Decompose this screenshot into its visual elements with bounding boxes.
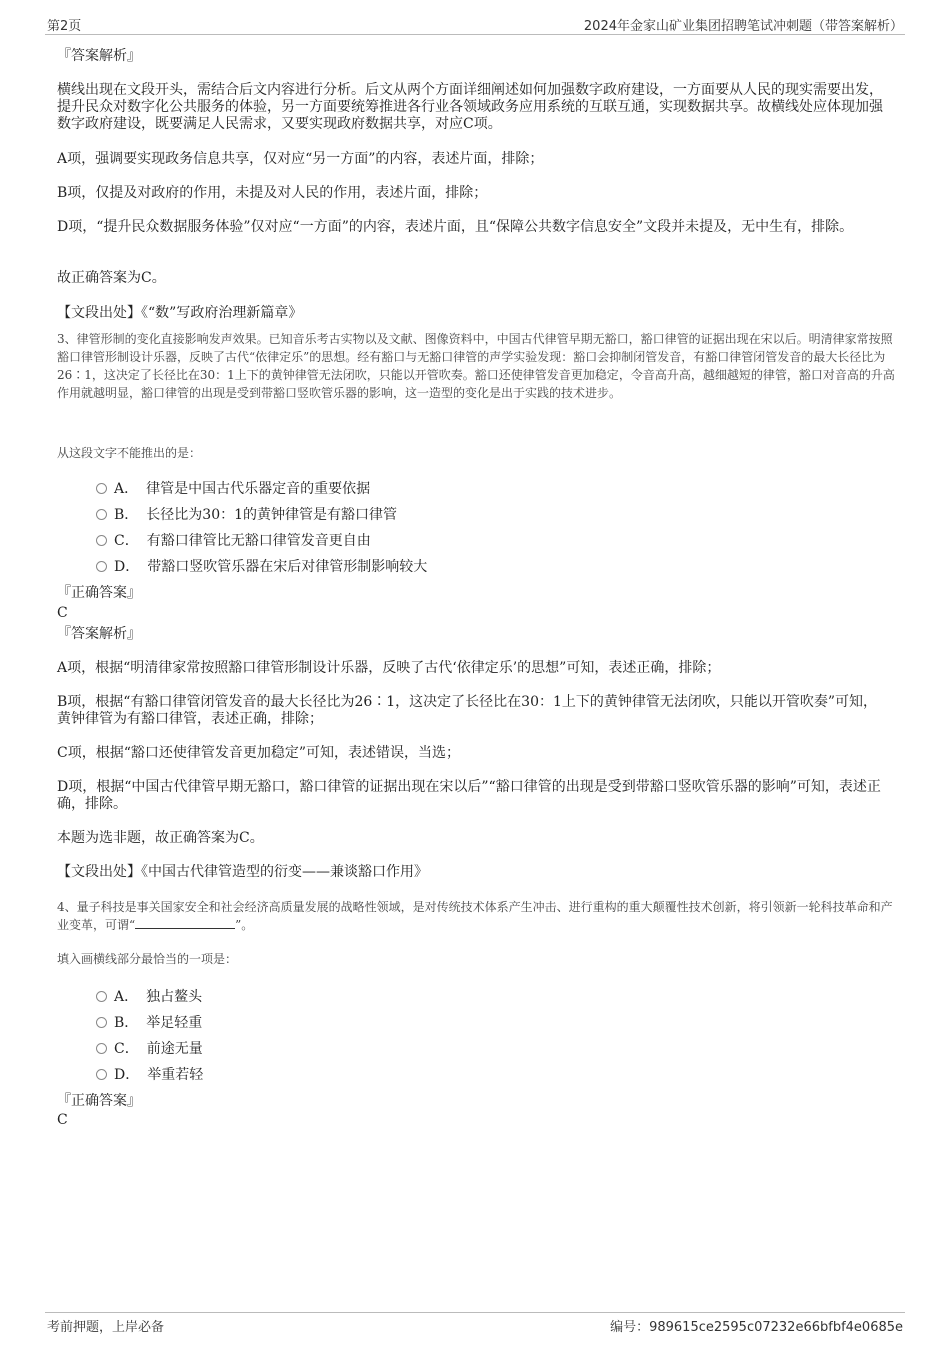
q4-prompt: 填入画横线部分最恰当的一项是： [57, 952, 238, 966]
q4-answer-label: 『正确答案』 [57, 1093, 141, 1109]
option-text: 举足轻重 [146, 1015, 203, 1031]
code-label: 编号： [610, 1320, 650, 1335]
q2-analysis-main: 横线出现在文段开头，需结合后文内容进行分析。后文从两个方面详细阐述如何加强数字政府建设，一方面要从人民的现实需要出发，提升民众对数字化公共服务的体验，另一方面要统筹推进各行业各领域政务应用系统的互联互通，实现数据共享。故横线处应体现加强数字政府建设，既要满足人民需求，又要实现政府数据共享，对应C项。 [57, 82, 883, 132]
option-letter: A． [114, 989, 139, 1005]
option-letter: B． [114, 1015, 139, 1031]
footer-slogan: 考前押题，上岸必备 [47, 1320, 165, 1335]
q3-answer-label: 『正确答案』 [57, 585, 141, 601]
q2-conclusion: 故正确答案为C。 [57, 270, 166, 286]
radio-button-icon[interactable] [96, 1069, 107, 1080]
document-code [610, 1316, 903, 1335]
option-letter: A． [114, 481, 139, 497]
code-value: 989615ce2595c07232e66bfbf4e0685e [649, 1320, 903, 1335]
q3-analysis-b: B项，根据“有豁口律管闭管发音的最大长径比为26∶1，这决定了长径比在30：1上下的黄钟律管无法闭吹，只能以开管吹奏”可知，黄钟律管为有豁口律管，表述正确，排除； [57, 694, 878, 727]
q2-source [57, 305, 302, 322]
page-footer [45, 1312, 905, 1335]
q4-stem-after: ”。 [235, 918, 254, 932]
option-letter: D． [114, 559, 140, 575]
radio-button-icon[interactable] [96, 1017, 107, 1028]
radio-button-icon[interactable] [96, 483, 107, 494]
option-letter: C． [114, 1041, 139, 1057]
fill-in-blank [135, 916, 235, 929]
q3-option-d[interactable] [96, 558, 427, 576]
option-text: 独占鳌头 [146, 989, 203, 1005]
radio-button-icon[interactable] [96, 561, 107, 572]
option-text: 前途无量 [146, 1041, 203, 1057]
q2-analysis-a: A项，强调要实现政务信息共享，仅对应“另一方面”的内容，表述片面，排除； [57, 151, 544, 167]
q3-analysis-d: D项，根据“中国古代律管早期无豁口，豁口律管的证据出现在宋以后”“豁口律管的出现是受到带豁口竖吹管乐器的影响”可知，表述正确，排除。 [57, 779, 881, 812]
document-title: 2024年金家山矿业集团招聘笔试冲刺题（带答案解析） [583, 19, 903, 34]
option-letter: C． [114, 533, 139, 549]
q3-source-label: 【文段出处】 [57, 864, 141, 880]
q4-answer: C [57, 1112, 68, 1128]
q4-stem [57, 898, 899, 934]
q4-option-b[interactable] [96, 1014, 202, 1032]
option-letter: D． [114, 1067, 140, 1083]
q4-option-a[interactable] [96, 988, 202, 1006]
q2-source-title: 《“数”写政府治理新篇章》 [141, 305, 303, 321]
radio-button-icon[interactable] [96, 535, 107, 546]
q3-source-title: 《中国古代律管造型的衍变——兼谈豁口作用》 [141, 864, 428, 880]
q3-option-c[interactable] [96, 532, 371, 550]
radio-button-icon[interactable] [96, 991, 107, 1002]
q3-analysis-a: A项，根据“明清律家常按照豁口律管形制设计乐器，反映了古代‘依律定乐’的思想”可知，表述正确，排除； [57, 660, 721, 676]
q3-conclusion: 本题为选非题，故正确答案为C。 [57, 830, 264, 846]
q3-answer: C [57, 605, 68, 621]
q4-option-d[interactable] [96, 1066, 203, 1084]
q2-analysis-d: D项，“提升民众数据服务体验”仅对应“一方面”的内容，表述片面，且“保障公共数字信息安全”文段并未提及，无中生有，排除。 [57, 219, 854, 235]
option-text: 带豁口竖吹管乐器在宋后对律管形制影响较大 [147, 559, 428, 575]
q2-analysis-label: 『答案解析』 [57, 48, 141, 64]
q3-option-b[interactable] [96, 506, 397, 524]
option-text: 律管是中国古代乐器定音的重要依据 [146, 481, 371, 497]
q4-option-c[interactable] [96, 1040, 203, 1058]
q2-source-label: 【文段出处】 [57, 305, 141, 321]
q3-option-a[interactable] [96, 480, 370, 498]
radio-button-icon[interactable] [96, 1043, 107, 1054]
radio-button-icon[interactable] [96, 509, 107, 520]
option-text: 长径比为30：1的黄钟律管是有豁口律管 [146, 507, 398, 523]
option-text: 举重若轻 [147, 1067, 204, 1083]
q4-stem-before: 4、量子科技是事关国家安全和社会经济高质量发展的战略性领域，是对传统技术体系产生冲击、进行重构的重大颠覆性技术创新，将引领新一轮科技革命和产业变革，可谓“ [57, 900, 893, 932]
page-number: 第2页 [47, 19, 82, 34]
q3-analysis-label: 『答案解析』 [57, 626, 141, 642]
q3-analysis-c: C项，根据“豁口还使律管发音更加稳定”可知，表述错误，当选； [57, 745, 461, 761]
q2-analysis-b: B项，仅提及对政府的作用，未提及对人民的作用，表述片面，排除； [57, 185, 488, 201]
q3-prompt: 从这段文字不能推出的是： [57, 446, 202, 460]
option-letter: B． [114, 507, 139, 523]
page-header [45, 14, 905, 35]
option-text: 有豁口律管比无豁口律管发音更自由 [146, 533, 371, 549]
q3-stem: 3、律管形制的变化直接影响发声效果。已知音乐考古实物以及文献、图像资料中，中国古代律管早期无豁口，豁口律管的证据出现在宋以后。明清律家常按照豁口律管形制设计乐器，反映了古代“依律定乐”的思想。经有豁口与无豁口律管的声学实验发现：豁口会抑制闭管发音，有豁口律管闭管发音的最大长径比为26∶1，这决定了长径比在30：1上下的黄钟律管无法闭吹，只能以开管吹奏。豁口还使律管发音更加稳定，令音高升高，越细越短的律管，豁口对音高的升高作用就越明显，豁口律管的出现是受到带豁口竖吹管乐器的影响，这一造型的变化是出于实践的技术进步。 [57, 332, 895, 400]
q3-source [57, 864, 428, 881]
